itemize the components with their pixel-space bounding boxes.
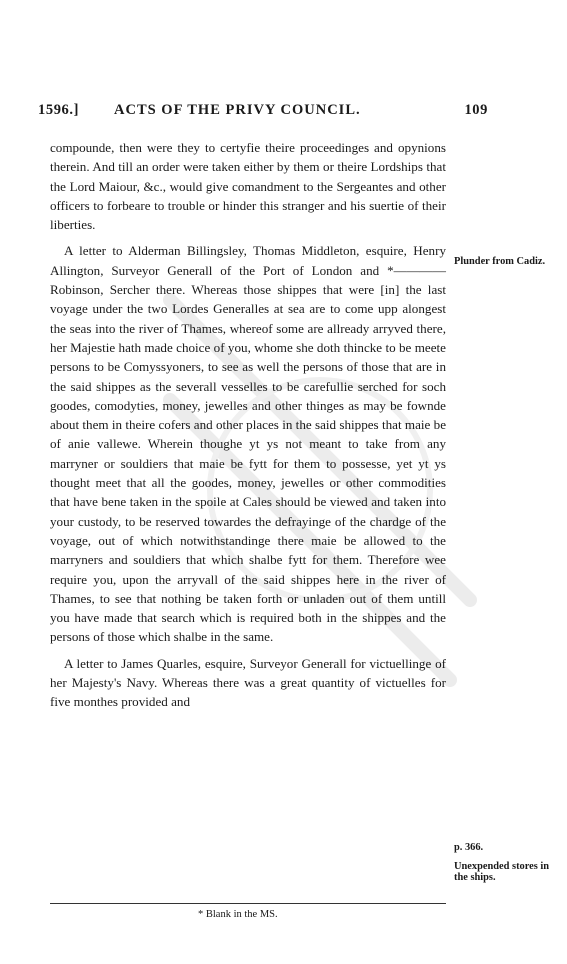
header-title: ACTS OF THE PRIVY COUNCIL. (114, 102, 361, 118)
sidenote-page-ref: p. 366. (454, 842, 484, 853)
paragraph-continuation: compounde, then were they to certyfie theire proceedinges and opynions therein. And till an order were taken either by them or theire Lordships that the Lord Maiour, &c., would give comandment to the Sergeantes and other officers to forbeare to trouble or hinder this stranger and his suertie of their liberties. (50, 140, 446, 233)
header-year: 1596.] (38, 102, 80, 118)
running-header (38, 102, 488, 124)
sidenote-plunder: Plunder from Cadiz. (454, 256, 546, 267)
sidenote-stores: Unexpended stores in the ships. (454, 861, 550, 883)
footnote: * Blank in the MS. (198, 909, 278, 920)
footnote-rule (50, 903, 446, 904)
paragraph-letter-billingsley: A letter to Alderman Billingsley, Thomas Middleton, esquire, Henry Allington, Surveyor Generall of the Port of London and *———— Robinson, Sercher there. Whereas those shippes that were [in] the last voyage under the two Lordes Generalles at sea are to come upp alongest the seas into the river of Thames, whereof some are allready arryved there, her Majestie hath made choice of you, whome she doth thincke to be meete persons to be Comyssyoners, to see as well the persons of those that are in the said shippes as the severall vesselles to be carefullie serched for soch goodes, comodyties, money, jewelles and other thinges as may be fownde about them in theire cofers and other places in the said shippes that maie be of anie vallewe. Wherein thoughe yt ys not meant to take from any marryner or souldiers that maie be fytt for them to possesse, yet yt ys thought meet that all the goodes, money, jewelles or other commodities that have bene taken in the spoile at Cales should be viewed and taken into your custody, to be reserved towardes the defrayinge of the chardge of the voyage, out of which notwithstandinge there maie be allowed to the marryners and souldiers that which shalbe fytt for them. Therefore wee require you, upon the arryvall of the said shippes here in the river of Thames, to see that nothing be taken forth or unladen out of them untill you have made that search which is required both in the shippes and the persons of those which shalbe in the same. (50, 243, 446, 645)
paragraph-letter-quarles: A letter to James Quarles, esquire, Surveyor Generall for victuellinge of her Majesty's Navy. Whereas there was a great quantity of victuelles for five monthes provided and (50, 655, 446, 710)
main-text (50, 138, 446, 712)
page-number: 109 (464, 102, 488, 118)
